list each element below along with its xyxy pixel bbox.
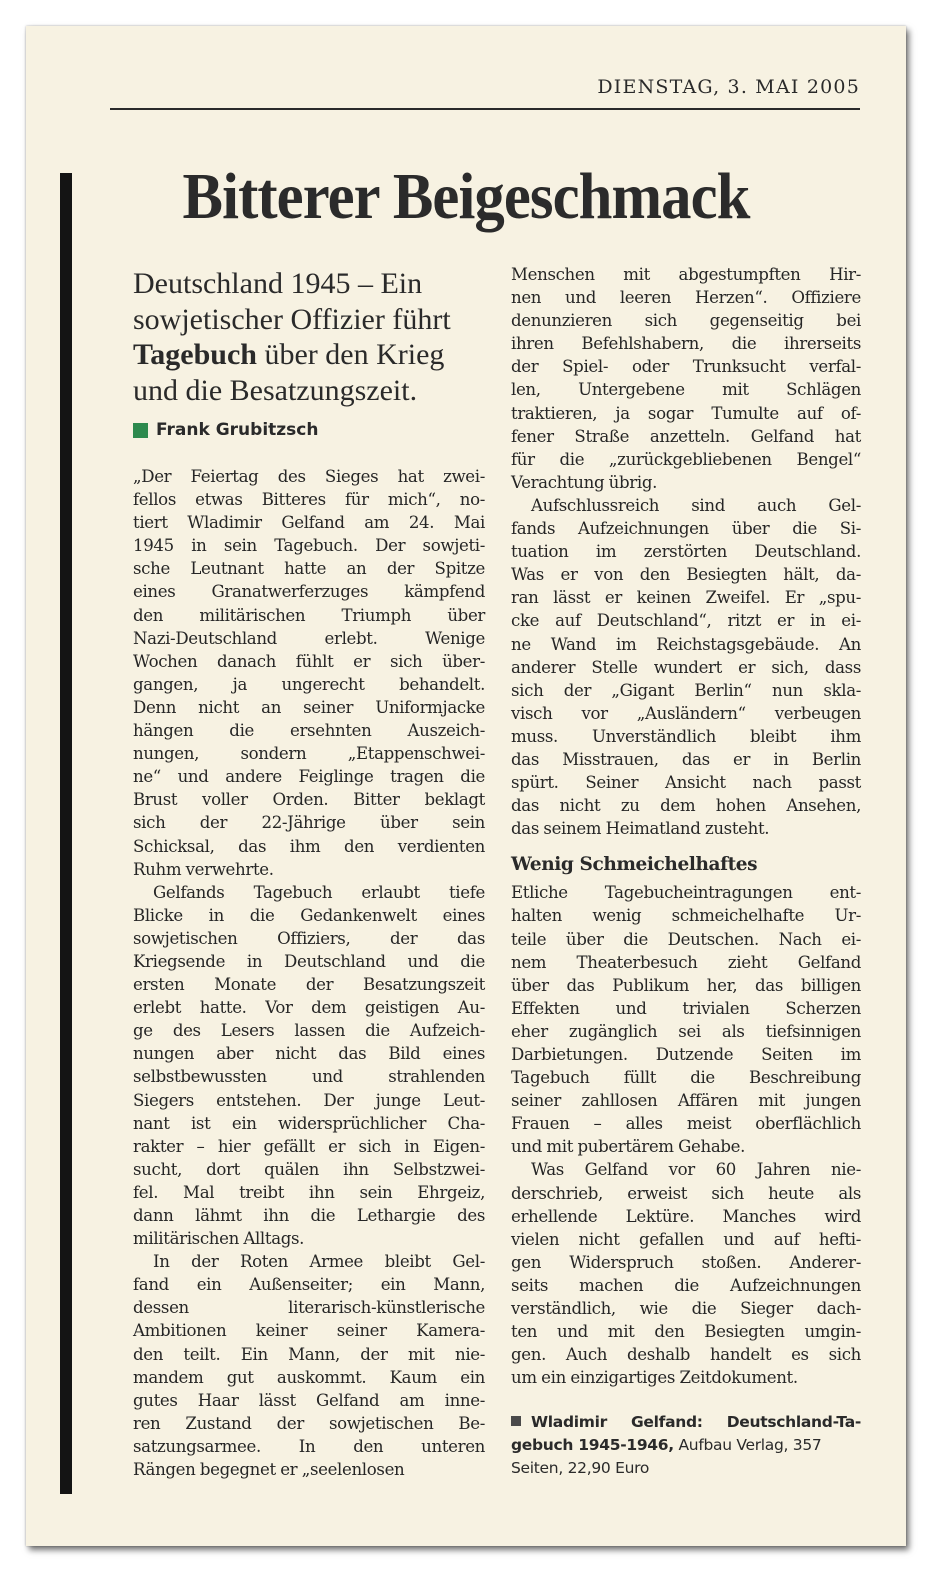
- square-bullet-icon: [511, 1416, 521, 1426]
- subhead-part-2: über den Krieg und die Besatzungszeit.: [133, 338, 445, 407]
- subhead-bold: Tagebuch: [133, 338, 257, 371]
- text-line: vielen nicht gefallen und auf hefti-: [511, 1229, 861, 1249]
- text-line: fand ein Außenseiter; ein Mann,: [133, 1275, 485, 1295]
- text-line: Schicksal, das ihm den verdienten: [133, 836, 485, 856]
- right-column-body-2: [511, 881, 861, 1389]
- text-line: fands Aufzeichnungen über die Si-: [511, 519, 861, 539]
- newspaper-clipping: [26, 26, 906, 1546]
- text-line: das seinem Heimatland zusteht.: [511, 819, 770, 839]
- paragraph: [133, 1250, 485, 1481]
- green-square-icon: [133, 423, 148, 438]
- text-line: Was er von den Besiegten hält, da-: [511, 565, 861, 585]
- left-column-body: [133, 465, 485, 1481]
- text-line: seits machen die Aufzeichnungen: [511, 1275, 861, 1295]
- text-line: nem Theaterbesuch zieht Gelfand: [511, 952, 861, 972]
- text-line: ne“ und andere Feiglinge tragen die: [133, 767, 485, 787]
- text-line: anderer Stelle wundert er sich, dass: [511, 657, 861, 677]
- text-line: ersten Monate der Besatzungszeit: [133, 975, 485, 995]
- text-line: sich der „Gigant Berlin“ nun skla-: [511, 680, 861, 700]
- text-line: für die „zurückgebliebenen Bengel“: [511, 449, 861, 469]
- paragraph: [133, 465, 485, 881]
- book-title-part-1: Wladimir Gelfand: Deutschland-Ta-: [531, 1413, 861, 1432]
- text-line: Was Gelfand vor 60 Jahren nie-: [531, 1160, 861, 1180]
- left-column: [133, 266, 485, 1481]
- subhead-part-1: Deutschland 1945 – Ein sowjetischer Offizier führt: [133, 267, 451, 336]
- text-line: sche Leutnant hatte an der Spitze: [133, 559, 485, 579]
- text-line: rakter – hier gefällt er sich in Eigen-: [133, 1136, 485, 1156]
- author-name: Frank Grubitzsch: [156, 420, 319, 440]
- text-line: dessen literarisch-künstlerische: [133, 1298, 485, 1318]
- headline: Bitterer Beigeschmack: [182, 160, 750, 233]
- byline: [133, 420, 485, 440]
- text-line: Aufschlussreich sind auch Gel-: [531, 495, 861, 515]
- paragraph: [511, 881, 861, 1158]
- text-line: Blicke in die Gedankenwelt eines: [133, 905, 485, 925]
- text-line: erhellende Lektüre. Manches wird: [511, 1206, 861, 1226]
- text-line: verständlich, wie die Sieger dach-: [511, 1299, 861, 1319]
- text-line: ran lässt er keinen Zweifel. Er „spu-: [511, 588, 861, 608]
- text-line: den militärischen Triumph über: [133, 605, 485, 625]
- text-line: sich der 22-Jährige über sein: [133, 813, 485, 833]
- text-line: das nicht zu dem hohen Ansehen,: [511, 796, 861, 816]
- text-line: denunzieren sich gegenseitig bei: [511, 311, 861, 331]
- text-line: und mit pubertärem Gehabe.: [511, 1137, 746, 1157]
- book-price: Seiten, 22,90 Euro: [511, 1459, 650, 1478]
- text-line: um ein einzigartiges Zeitdokument.: [511, 1368, 798, 1388]
- text-line: mandem gut auskommt. Kaum ein: [133, 1367, 485, 1387]
- text-line: Ruhm verwehrte.: [133, 859, 274, 879]
- text-line: satzungsarmee. In den unteren: [133, 1436, 485, 1456]
- text-line: hängen die ersehnten Auszeich-: [133, 721, 485, 741]
- book-reference: [511, 1411, 861, 1480]
- text-line: muss. Unverständlich bleibt ihm: [511, 726, 861, 746]
- subheadline: [133, 266, 485, 408]
- text-line: visch vor „Ausländern“ verbeugen: [511, 703, 861, 723]
- text-line: fener Straße anzetteln. Gelfand hat: [511, 426, 861, 446]
- text-line: Tagebuch füllt die Beschreibung: [511, 1068, 861, 1088]
- text-line: 1945 in sein Tagebuch. Der sowjeti-: [133, 536, 485, 556]
- text-line: dann lähmt ihn die Lethargie des: [133, 1206, 485, 1225]
- paragraph: [511, 263, 861, 494]
- text-line: Wochen danach fühlt er sich über-: [133, 651, 485, 671]
- text-line: tuation im zerstörten Deutschland.: [511, 542, 861, 562]
- text-line: eines Granatwerferzuges kämpfend: [133, 582, 485, 602]
- text-line: Brust voller Orden. Bitter beklagt: [133, 790, 485, 810]
- text-line: halten wenig schmeichelhafte Ur-: [511, 906, 861, 926]
- text-line: ten und mit den Besiegten umgin-: [511, 1322, 861, 1342]
- text-line: traktieren, ja sogar Tumulte auf of-: [511, 403, 861, 423]
- text-line: „Der Feiertag des Sieges hat zwei-: [133, 467, 485, 486]
- header-rule: [110, 108, 860, 110]
- right-column: [511, 263, 861, 1480]
- text-line: ihren Befehlshabern, die ihrerseits: [511, 334, 861, 354]
- text-line: Ambitionen keiner seiner Kamera-: [133, 1321, 485, 1341]
- text-line: ge des Lesers lassen die Aufzeich-: [133, 1021, 485, 1041]
- text-line: Etliche Tagebucheintragungen ent-: [511, 883, 861, 903]
- paragraph: [511, 494, 861, 840]
- text-line: cke auf Deutschland“, ritzt er in ei-: [511, 611, 861, 631]
- text-line: das Misstrauen, das er in Berlin: [511, 749, 861, 769]
- text-line: selbstbewussten und strahlenden: [133, 1067, 485, 1087]
- text-line: Denn nicht an seiner Uniformjacke: [133, 697, 485, 717]
- text-line: erlebt hatte. Vor dem geistigen Au-: [133, 998, 485, 1018]
- section-heading: Wenig Schmeichelhaftes: [511, 854, 758, 876]
- text-line: Rängen begegnet er „seelenlosen: [133, 1460, 405, 1480]
- text-line: seiner zahllosen Affären mit jungen: [511, 1091, 861, 1111]
- text-line: Nazi-Deutschland erlebt. Wenige: [133, 628, 485, 648]
- text-line: In der Roten Armee bleibt Gel-: [153, 1252, 485, 1272]
- text-line: nen und leeren Herzen“. Offiziere: [511, 288, 861, 308]
- dateline: DIENSTAG, 3. MAI 2005: [597, 76, 860, 98]
- text-line: nungen aber nicht das Bild eines: [133, 1044, 485, 1064]
- text-line: gangen, ja ungerecht behandelt.: [133, 674, 485, 694]
- text-line: sucht, dort quälen ihn Selbstzwei-: [133, 1159, 485, 1179]
- text-line: ren Zustand der sowjetischen Be-: [133, 1413, 485, 1433]
- text-line: fel. Mal treibt ihn sein Ehrgeiz,: [133, 1182, 485, 1202]
- text-line: Effekten und trivialen Scherzen: [511, 998, 861, 1018]
- text-line: Frauen – alles meist oberflächlich: [511, 1114, 861, 1134]
- book-title-part-2: gebuch 1945-1946,: [511, 1436, 674, 1455]
- text-line: der Spiel- oder Trunksucht verfal-: [511, 357, 861, 377]
- text-line: Darbietungen. Dutzende Seiten im: [511, 1045, 861, 1064]
- text-line: tiert Wladimir Gelfand am 24. Mai: [133, 513, 485, 533]
- right-column-body: [511, 263, 861, 840]
- text-line: den teilt. Ein Mann, der mit nie-: [133, 1344, 485, 1364]
- text-line: gutes Haar lässt Gelfand am inne-: [133, 1390, 485, 1410]
- text-line: gen. Auch deshalb handelt es sich: [511, 1345, 861, 1365]
- book-publisher: Aufbau Verlag, 357: [673, 1436, 822, 1455]
- text-line: gen Widerspruch stoßen. Anderer-: [511, 1252, 861, 1272]
- text-line: nungen, sondern „Etappenschwei-: [133, 744, 485, 764]
- paragraph: [133, 881, 485, 1251]
- text-line: Menschen mit abgestumpften Hir-: [511, 265, 861, 284]
- text-line: militärischen Alltags.: [133, 1229, 305, 1249]
- text-line: Verachtung übrig.: [511, 472, 658, 492]
- text-line: fellos etwas Bitteres für mich“, no-: [133, 490, 485, 510]
- text-line: über das Publikum her, das billigen: [511, 975, 861, 995]
- book-ref-line-1: [511, 1411, 861, 1434]
- text-line: spürt. Seiner Ansicht nach passt: [511, 773, 861, 793]
- text-line: eher zugänglich sei als tiefsinnigen: [511, 1021, 861, 1041]
- text-line: teile über die Deutschen. Nach ei-: [511, 929, 861, 949]
- text-line: nant ist ein widersprüchlicher Cha-: [133, 1113, 485, 1133]
- text-line: len, Untergebene mit Schlägen: [511, 380, 861, 400]
- text-line: Kriegsende in Deutschland und die: [133, 951, 485, 971]
- text-line: Gelfands Tagebuch erlaubt tiefe: [153, 882, 485, 902]
- text-line: ne Wand im Reichstagsgebäude. An: [511, 634, 861, 654]
- text-line: derschrieb, erweist sich heute als: [511, 1183, 861, 1203]
- text-line: Siegers entstehen. Der junge Leut-: [133, 1090, 485, 1110]
- text-line: sowjetischen Offiziers, der das: [133, 928, 485, 948]
- vertical-accent-bar: [60, 173, 72, 1494]
- paragraph: [511, 1158, 861, 1389]
- book-ref-line-2: [511, 1434, 861, 1457]
